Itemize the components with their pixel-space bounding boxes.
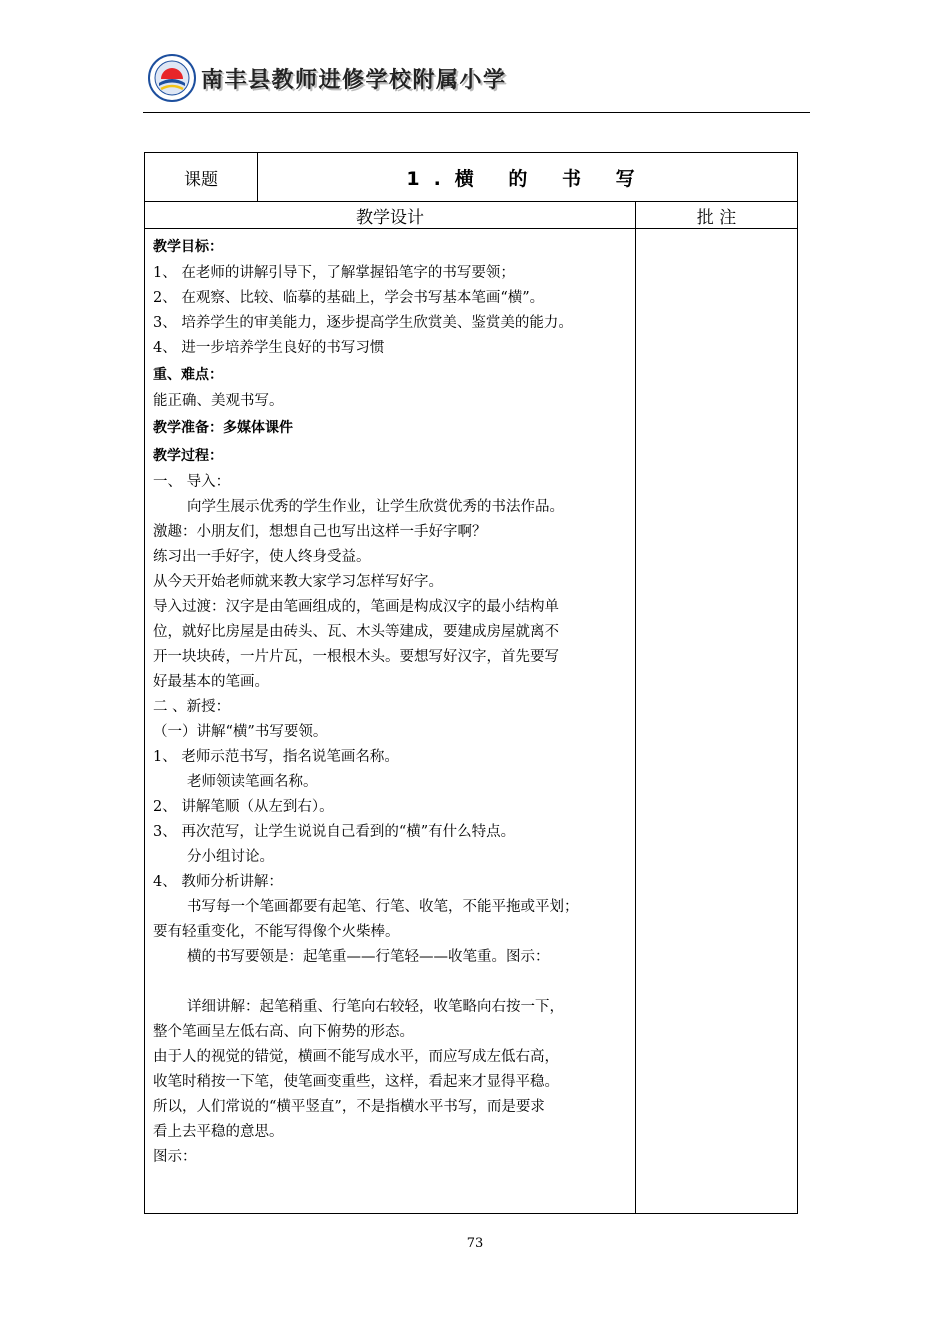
page-number: 73 [466,1236,484,1251]
process-line: 收笔时稍按一下笔，使笔画变重些，这样，看起来才显得平稳。 [153,1074,559,1090]
process-line: 看上去平稳的意思。 [153,1124,284,1140]
goal-item: 4、 进一步培养学生良好的书写习惯 [153,340,385,356]
process-line: 1、 老师示范书写，指名说笔画名称。 [153,749,399,765]
process-line: 向学生展示优秀的学生作业，让学生欣赏优秀的书法作品。 [187,499,564,515]
design-content [145,229,636,1214]
figure-space [153,970,629,995]
process-line: 好最基本的笔画。 [153,674,269,690]
process-line: 一、 导入： [153,474,231,490]
process-line: 从今天开始老师就来教大家学习怎样写好字。 [153,574,443,590]
process-heading: 教学过程： [153,448,223,464]
school-name: 南丰县教师进修学校附属小学 [201,68,507,93]
process-line: 由于人的视觉的错觉，横画不能写成水平，而应写成左低右高， [153,1049,559,1065]
process-line: 详细讲解：起笔稍重、行笔向右较轻，收笔略向右按一下， [187,999,564,1015]
process-line: 整个笔画呈左低右高、向下俯势的形态。 [153,1024,414,1040]
notes-header: 批 注 [636,202,798,229]
design-header: 教学设计 [145,202,636,229]
key-text: 能正确、美观书写。 [153,393,284,409]
process-line: 练习出一手好字，使人终身受益。 [153,549,371,565]
goal-item: 2、 在观察、比较、临摹的基础上，学会书写基本笔画“横”。 [153,290,545,306]
process-line: 3、 再次范写，让学生说说自己看到的“横”有什么特点。 [153,824,516,840]
process-line: 老师领读笔画名称。 [187,774,318,790]
process-line: 2、 讲解笔顺（从左到右）。 [153,799,334,815]
key-heading: 重、难点： [153,367,223,383]
process-line: 4、 教师分析讲解： [153,874,283,890]
process-line: 激趣：小朋友们，想想自己也写出这样一手好字啊？ [153,524,487,540]
page-header [143,50,810,113]
process-line: （一）讲解“横”书写要领。 [153,724,328,740]
lesson-plan-table [144,152,798,1214]
process-line: 横的书写要领是：起笔重——行笔轻——收笔重。图示： [187,949,550,965]
process-line: 分小组讨论。 [187,849,274,865]
process-line: 位，就好比房屋是由砖头、瓦、木头等建成，要建成房屋就离不 [153,624,559,640]
process-line: 所以，人们常说的“横平竖直”，不是指横水平书写，而是要求 [153,1099,545,1115]
process-line: 导入过渡：汉字是由笔画组成的，笔画是构成汉字的最小结构单 [153,599,559,615]
goals-heading: 教学目标： [153,239,223,255]
process-line: 开一块块砖，一片片瓦，一根根木头。要想写好汉字，首先要写 [153,649,559,665]
school-logo [147,53,197,103]
prep-text: 教学准备：多媒体课件 [153,420,293,436]
process-line: 二 、新授： [153,699,231,715]
topic-label: 课题 [145,153,258,202]
process-line: 图示： [153,1149,197,1165]
goal-item: 1、 在老师的讲解引导下，了解掌握铅笔字的书写要领； [153,265,515,281]
notes-column [636,229,798,1214]
process-line: 书写每一个笔画都要有起笔、行笔、收笔，不能平拖或平划； [187,899,579,915]
lesson-title: 1.横 的 书 写 [258,153,798,202]
process-line: 要有轻重变化，不能写得像个火柴棒。 [153,924,400,940]
goal-item: 3、 培养学生的审美能力，逐步提高学生欣赏美、鉴赏美的能力。 [153,315,573,331]
